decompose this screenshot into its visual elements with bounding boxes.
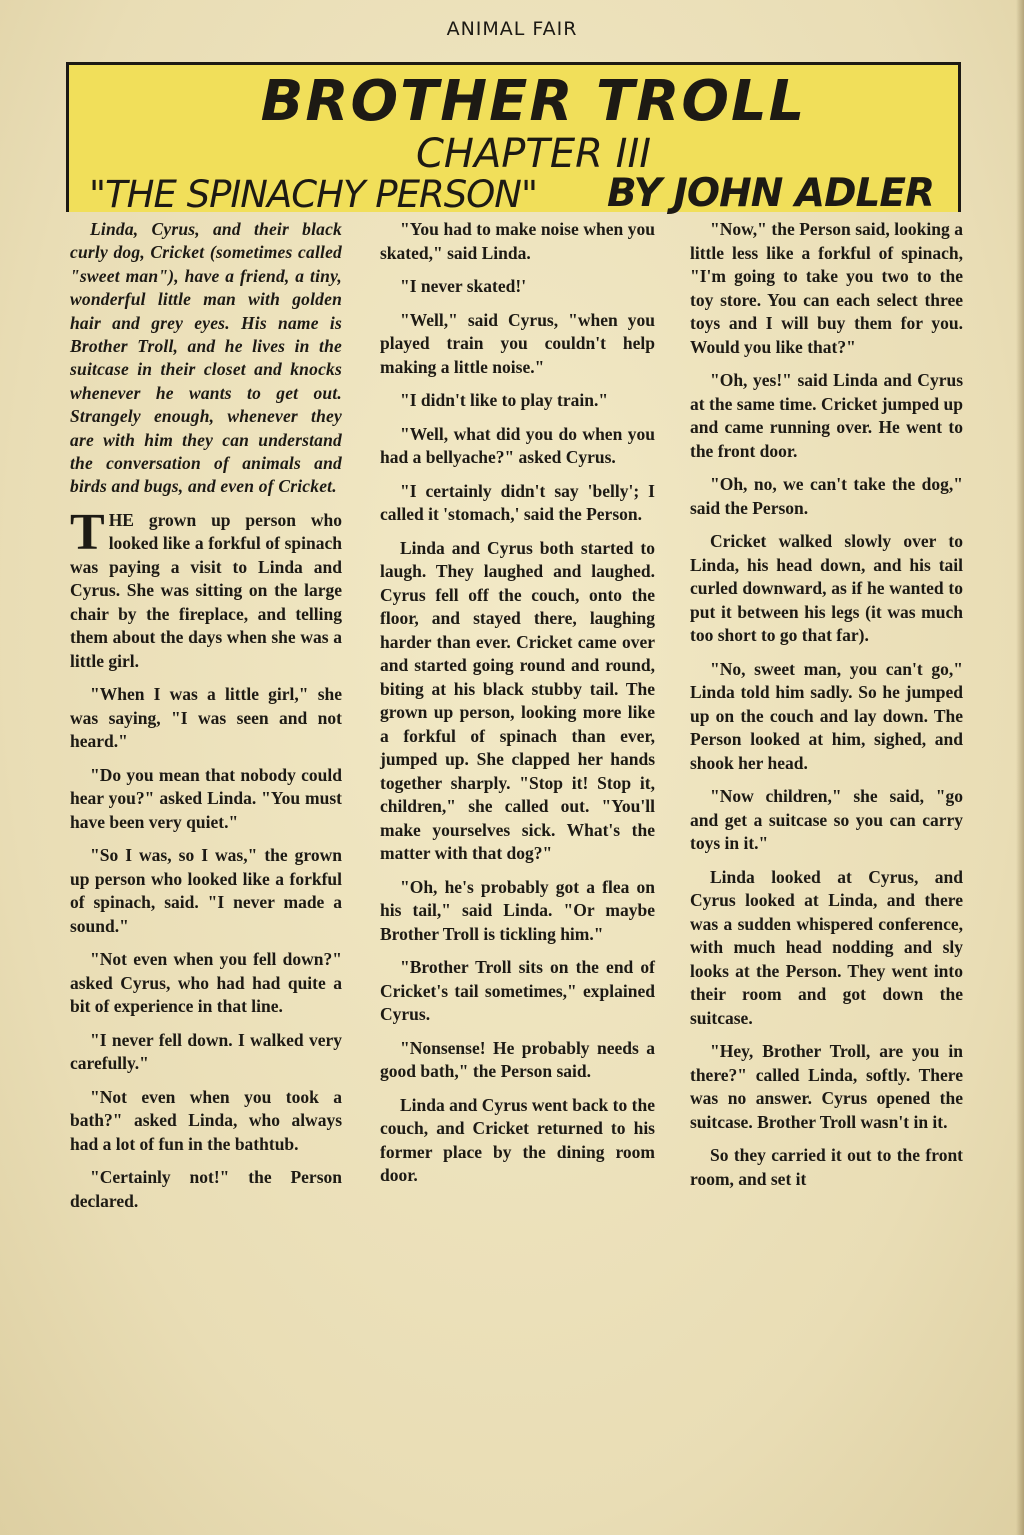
paragraph: "When I was a little girl," she was saying, "I was seen and not heard." (70, 684, 342, 752)
paragraph: "Do you mean that nobody could hear you?" asked Linda. "You must have been very quiet." (70, 764, 342, 832)
paragraph: "Well," said Cyrus, "when you played train you couldn't help making a little noise." (380, 309, 655, 377)
text-column-3 (690, 218, 963, 1201)
paragraph: So they carried it out to the front room, and set it (690, 1145, 963, 1189)
page-edge-shadow (1016, 0, 1024, 1535)
chapter-label: CHAPTER III (415, 131, 652, 177)
paragraph: "So I was, so I was," the grown up person who looked like a forkful of spinach, said. "I never made a sound." (70, 845, 342, 936)
paragraph: "Now children," she said, "go and get a suitcase so you can carry toys in it." (690, 786, 963, 853)
author-byline: BY JOHN ADLER (607, 171, 935, 216)
paragraph: "No, sweet man, you can't go," Linda told him sadly. So he jumped up on the couch and lay down. The Person looked at him, sighed, and shook her head. (690, 658, 963, 773)
text-column-1 (70, 218, 342, 1223)
paragraph: "I certainly didn't say 'belly'; I called it 'stomach,' said the Person. (380, 480, 655, 524)
paragraph: Linda looked at Cyrus, and Cyrus looked at Linda, and there was a sudden whispered conference, with much head nodding and sly looks at the Person. They went into their room and got down the suitcase. (690, 866, 963, 1028)
paragraph: "Nonsense! He probably needs a good bath," the Person said. (380, 1037, 655, 1081)
paragraph: "Oh, no, we can't take the dog," said the Person. (690, 474, 963, 518)
paragraph: Linda and Cyrus went back to the couch, and Cricket returned to his former place by the dining room door. (380, 1094, 655, 1185)
paragraph: "I didn't like to play train." (400, 390, 609, 410)
paragraph: Linda and Cyrus both started to laugh. They laughed and laughed. Cyrus fell off the couch, onto the floor, and stayed there, laughing harder than ever. Cricket came over and started going round and round, biting at his black stubby tail. The grown up person, looking more like a forkful of spinach than ever, jumped up. She clapped her hands together sharply. "Stop it! Stop it, children," she called out. "You'll make yourselves sick. What's the matter with that dog?" (380, 537, 655, 863)
intro-paragraph: Linda, Cyrus, and their black curly dog, Cricket (sometimes called "sweet man"), have a friend, a tiny, wonderful little man with golden hair and grey eyes. His name is Brother Troll, and he lives in the suitcase in their closet and knocks whenever he wants to get out. Strangely enough, whenever they are with him they can understand the conversation of animals and birds and bugs, and even of Cricket. (70, 219, 342, 497)
drop-cap: T (70, 503, 105, 561)
paragraph: "Brother Troll sits on the end of Cricket's tail sometimes," explained Cyrus. (380, 957, 655, 1024)
paragraph: "Hey, Brother Troll, are you in there?" called Linda, softly. There was no answer. Cyrus opened the suitcase. Brother Troll wasn't in it. (690, 1041, 963, 1132)
paragraph: "Oh, he's probably got a flea on his tail," said Linda. "Or maybe Brother Troll is tickling him." (380, 876, 655, 944)
story-subtitle: "THE SPINACHY PERSON" (89, 173, 538, 216)
story-title: BROTHER TROLL (260, 69, 807, 134)
running-title: ANIMAL FAIR (446, 18, 578, 40)
paragraph: "Well, what did you do when you had a bellyache?" asked Cyrus. (380, 423, 655, 467)
paragraph: "I never skated!' (400, 276, 527, 296)
paragraph: "Not even when you took a bath?" asked Linda, who always had a lot of fun in the bathtub. (70, 1086, 342, 1154)
paragraph: Cricket walked slowly over to Linda, his head down, and his tail curled downward, as if he wanted to put it between his legs (it was much too short to go that far). (690, 531, 963, 645)
paragraph: "Oh, yes!" said Linda and Cyrus at the same time. Cricket jumped up and came running over. He went to the front door. (690, 370, 963, 461)
opening-paragraph-text: HE grown up person who looked like a forkful of spinach was paying a visit to Linda and Cyrus. She was sitting on the large chair by the fireplace, and telling them about the days when she was a little girl. (70, 509, 342, 671)
paragraph: "Not even when you fell down?" asked Cyrus, who had had quite a bit of experience in that line. (70, 949, 342, 1017)
opening-paragraph (70, 503, 342, 674)
paragraph: "Now," the Person said, looking a little less like a forkful of spinach, "I'm going to take you two to the toy store. You can each select three toys and I will buy them for you. Would you like that?" (690, 219, 963, 357)
paragraph: "You had to make noise when you skated," said Linda. (380, 219, 655, 263)
text-column-2 (380, 218, 655, 1198)
paragraph: "I never fell down. I walked very carefully." (70, 1029, 342, 1074)
title-banner (66, 62, 961, 216)
paragraph: "Certainly not!" the Person declared. (70, 1167, 342, 1211)
